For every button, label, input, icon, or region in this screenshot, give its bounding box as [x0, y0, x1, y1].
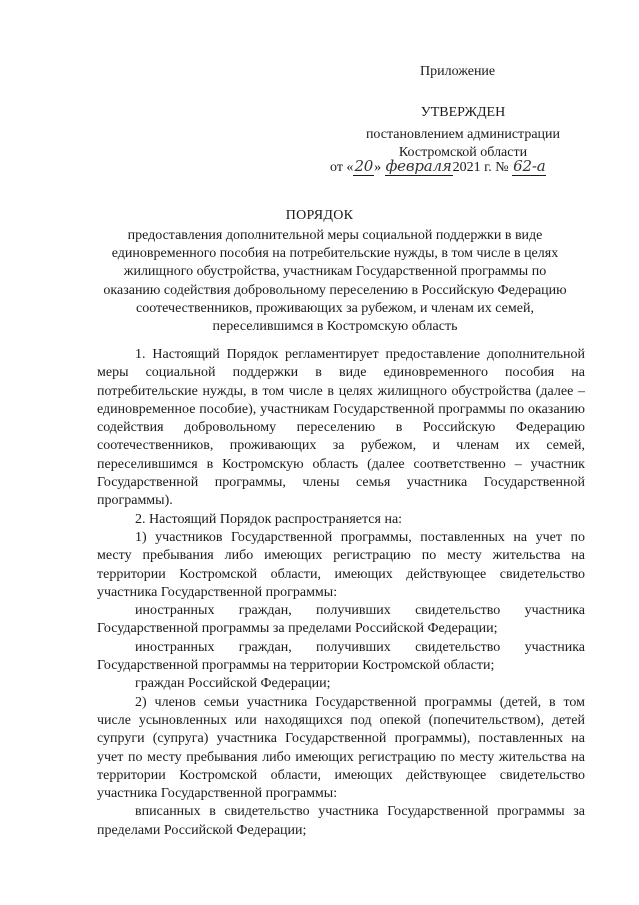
- annex-label: Приложение: [420, 64, 496, 79]
- paragraph-2-item-1: 1) участников Государственной программы, поставленных на учет по месту пребывания либо имеющих регистрацию по месту жительства на территории Костромской области, имеющих действующее свидетельство участника Государственной программы:: [97, 529, 585, 600]
- approval-block: [318, 104, 608, 162]
- paragraph-2-item-1-a: иностранных граждан, получивших свидетельство участника Государственной программы за пределами Российской Федерации;: [97, 603, 585, 637]
- decree-date-line: [330, 157, 546, 176]
- handwritten-day: 20: [354, 157, 374, 175]
- order-title: ПОРЯДОК: [285, 208, 354, 223]
- paragraph-2-item-1-c: граждан Российской Федерации;: [135, 676, 331, 692]
- paragraph-2-item-2: 2) членов семьи участника Государственной программы (детей, в том числе усыновленных или находящихся под опекой (попечительством), детей супруги (супруга) участника Государственной программы), поставленных на учет по месту пребывания либо имеющих регистрацию по месту жительства на территории Костромской области, имеющих действующее свидетельство участника Государственной программы:: [97, 694, 585, 802]
- approved-title: УТВЕРЖДЕН: [420, 105, 506, 120]
- approved-by-line-1: постановлением администрации: [365, 127, 561, 142]
- paragraph-1: 1. Настоящий Порядок регламентирует предоставление дополнительной меры социальной поддержки в виде единовременного пособия на потребительские нужды, в том числе в целях жилищного обустройства (далее – единовременное пособие), участникам Государственной программы по оказанию содействия добровольному переселению в Российскую Федерацию соотечественников, проживающих за рубежом, и членам их семей, переселившимся в Костромскую область (далее соответственно – участник Государственной программы, члены семья участника Государственной программы).: [97, 347, 585, 509]
- date-mid: »: [374, 160, 382, 175]
- paragraph-2: 2. Настоящий Порядок распространяется на:: [135, 511, 403, 527]
- document-body: [97, 346, 585, 840]
- approved-by-line-2: Костромской области: [398, 145, 528, 160]
- handwritten-decree-number: 62-а: [513, 157, 546, 175]
- paragraph-2-item-2-a: вписанных в свидетельство участника Государственной программы за пределами Российской Федерации;: [97, 804, 585, 838]
- handwritten-month: февраля: [385, 157, 452, 175]
- order-subtitle: предоставления дополнительной меры социальной поддержки в виде единовременного пособия на потребительские нужды, в том числе в целях жилищного обустройства, участникам Государственной программы по оказанию содействия добровольному переселению в Российскую Федерацию соотечественников, проживающих за рубежом, и членам их семей, переселившимся в Костромскую область: [103, 228, 567, 335]
- date-year: 2021 г. №: [452, 160, 509, 175]
- paragraph-2-item-1-b: иностранных граждан, получивших свидетельство участника Государственной программы на территории Костромской области;: [97, 639, 585, 674]
- date-prefix: от «: [330, 160, 354, 175]
